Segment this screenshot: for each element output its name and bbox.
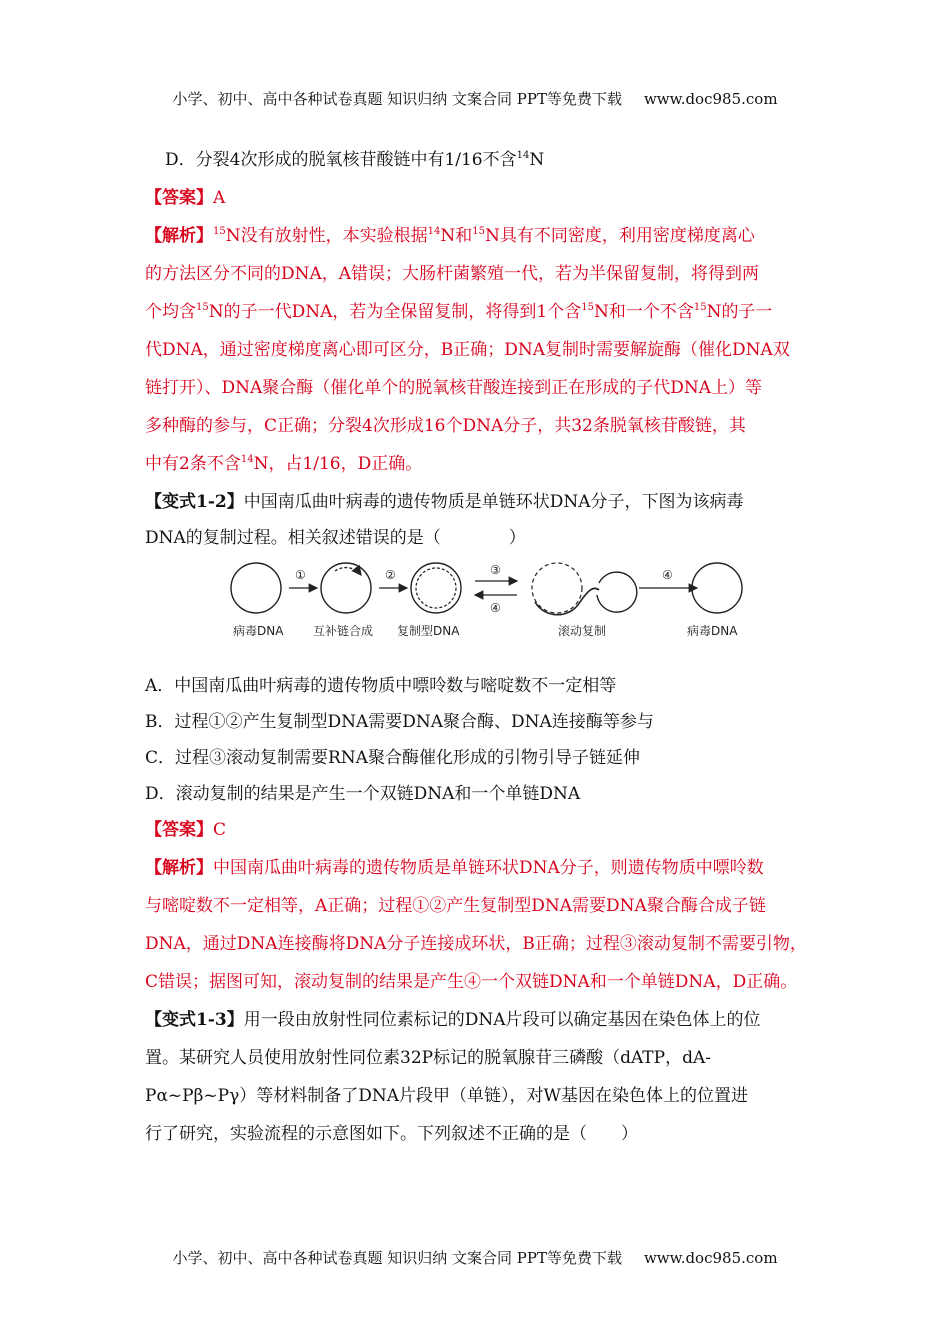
diagram-label: 病毒DNA [687, 624, 738, 638]
step-label: ④ [490, 601, 501, 615]
step-label: ② [385, 568, 396, 582]
diagram-label: 滚动复制 [558, 624, 607, 638]
q3-stem: 【变式1-3】用一段由放射性同位素标记的DNA片段可以确定基因在染色体上的位 [145, 1010, 761, 1030]
page-header: 小学、初中、高中各种试卷真题 知识归纳 文案合同 PPT等免费下载 www.doc985.com [172, 90, 778, 108]
diagram-label: 复制型DNA [397, 624, 460, 638]
q2-option-c: C．过程③滚动复制需要RNA聚合酶催化形成的引物引导子链延伸 [145, 748, 640, 768]
viral-dna-circle-2 [692, 563, 742, 613]
q1-analysis-line: 【解析】$^{15}$N没有放射性，本实验根据$^{14}$N和$^{15}$N具有不同密度，利用密度梯度离心 [145, 226, 755, 246]
step-label: ④ [662, 568, 673, 582]
q3-stem: 行了研究，实验流程的示意图如下。下列叙述不正确的是（ ） [145, 1124, 638, 1144]
q2-stem: DNA的复制过程。相关叙述错误的是（ ） [145, 528, 526, 548]
footer-site[interactable]: www.doc985.com [643, 1249, 778, 1267]
step-label: ③ [490, 563, 501, 577]
page-footer: 小学、初中、高中各种试卷真题 知识归纳 文案合同 PPT等免费下载 www.doc985.com [172, 1249, 778, 1267]
q2-answer: 【答案】C [145, 820, 227, 840]
q2-option-d: D．滚动复制的结果是产生一个双链DNA和一个单链DNA [145, 784, 581, 804]
q1-analysis-line: 中有2条不含$^{14}$N，占1/16，D正确。 [145, 454, 423, 474]
q3-stem: 置。某研究人员使用放射性同位素32P标记的脱氧腺苷三磷酸（dATP，dA- [145, 1048, 711, 1068]
q2-option-a: A．中国南瓜曲叶病毒的遗传物质中嘌呤数与嘧啶数不一定相等 [145, 676, 617, 696]
q1-option-d: D．分裂4次形成的脱氧核苷酸链中有1/16不含$^{14}$N [165, 150, 545, 170]
q3-stem: Pα~Pβ~Pγ）等材料制备了DNA片段甲（单链），对W基因在染色体上的位置进 [145, 1086, 749, 1106]
diagram-label: 互补链合成 [313, 624, 374, 638]
q2-analysis-line: DNA，通过DNA连接酶将DNA分子连接成环状，B正确；过程③滚动复制不需要引物， [145, 934, 807, 954]
q2-option-b: B．过程①②产生复制型DNA需要DNA聚合酶、DNA连接酶等参与 [145, 712, 654, 732]
q2-analysis-line: 与嘧啶数不一定相等，A正确；过程①②产生复制型DNA需要DNA聚合酶合成子链 [145, 896, 766, 916]
viral-dna-circle [231, 563, 281, 613]
complement-circle [321, 563, 371, 613]
diagram-label: 病毒DNA [233, 624, 284, 638]
q1-analysis-line: 链打开）、DNA聚合酶（催化单个的脱氧核苷酸连接到正在形成的子代DNA上）等 [145, 378, 763, 398]
replicative-form-circle [411, 563, 461, 613]
q2-analysis-line: 【解析】中国南瓜曲叶病毒的遗传物质是单链环状DNA分子，则遗传物质中嘌呤数 [145, 858, 764, 878]
q2-stem: 【变式1-2】中国南瓜曲叶病毒的遗传物质是单链环状DNA分子，下图为该病毒 [145, 492, 744, 512]
q1-analysis-line: 多种酶的参与，C正确；分裂4次形成16个DNA分子，共32条脱氧核苷酸链，其 [145, 416, 746, 436]
replication-diagram [225, 557, 765, 649]
header-site[interactable]: www.doc985.com [643, 90, 778, 108]
q1-analysis-line: 代DNA，通过密度梯度离心即可区分，B正确；DNA复制时需要解旋酶（催化DNA双 [145, 340, 790, 360]
q1-analysis-line: 的方法区分不同的DNA，A错误；大肠杆菌繁殖一代，若为半保留复制，将得到两 [145, 264, 760, 284]
rolling-circle [532, 563, 582, 613]
step-label: ① [295, 568, 306, 582]
q1-analysis-line: 个均含$^{15}$N的子一代DNA，若为全保留复制，将得到1个含$^{15}$N和一个不含$^{15}$N的子一 [145, 302, 773, 322]
q1-answer: 【答案】A [145, 188, 226, 208]
q2-analysis-line: C错误；据图可知，滚动复制的结果是产生④一个双链DNA和一个单链DNA，D正确。 [145, 972, 798, 992]
